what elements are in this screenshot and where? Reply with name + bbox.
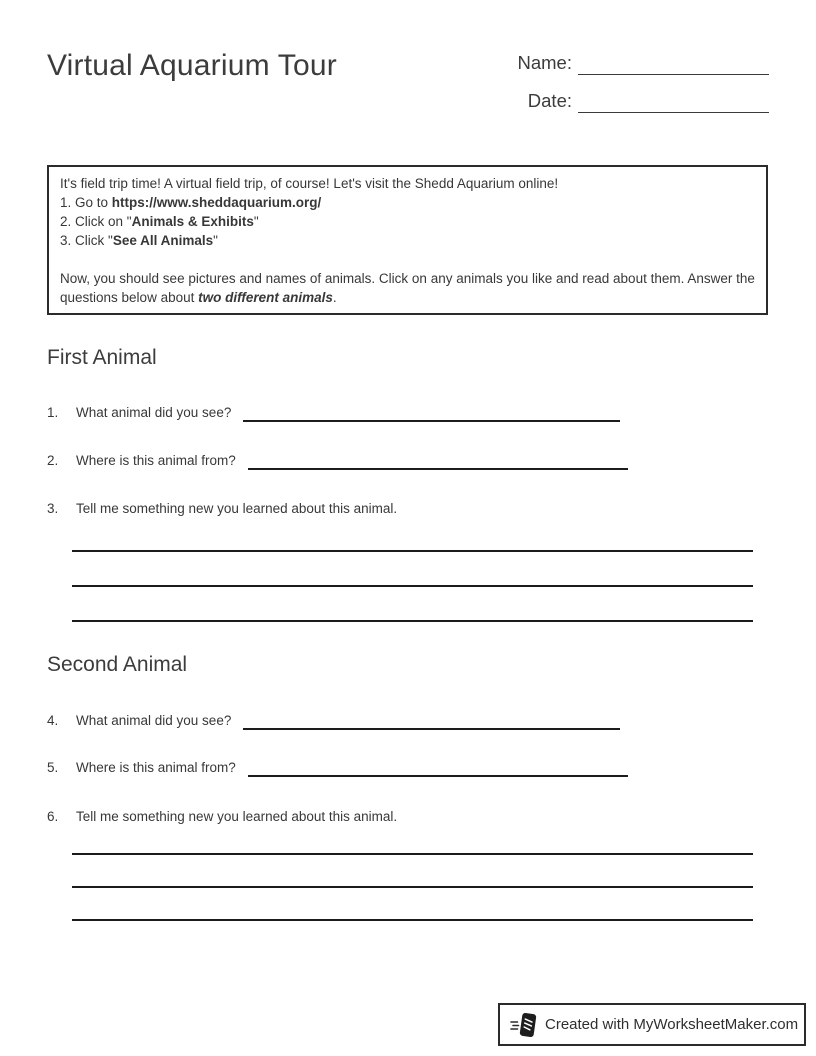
section-heading-second-animal: Second Animal <box>47 653 188 676</box>
question-row-3 <box>47 499 769 518</box>
footer-credit-box <box>498 1003 806 1046</box>
question-row-2 <box>47 451 769 470</box>
instruction-line: 1. Go to https://www.sheddaquarium.org/ <box>60 195 322 210</box>
writing-lines-first-animal <box>72 517 753 622</box>
footer-credit-text: Created with MyWorksheetMaker.com <box>545 1016 799 1033</box>
answer-line <box>243 403 620 422</box>
question-number: 3. <box>47 501 59 516</box>
answer-line <box>248 451 628 470</box>
date-field <box>528 88 769 113</box>
worksheet-logo-icon <box>509 1010 539 1040</box>
answer-line <box>243 711 620 730</box>
question-text: Tell me something new you learned about this animal. <box>76 501 398 516</box>
question-text: What animal did you see? <box>76 713 232 728</box>
writing-line <box>72 517 753 552</box>
page-title: Virtual Aquarium Tour <box>47 49 337 82</box>
instructions-box <box>47 165 768 315</box>
writing-line <box>72 888 753 921</box>
question-number: 2. <box>47 453 59 468</box>
instruction-line <box>60 250 755 269</box>
writing-line <box>72 552 753 587</box>
question-number: 6. <box>47 809 59 824</box>
name-field <box>518 50 770 75</box>
question-row-1 <box>47 403 769 422</box>
question-text: Tell me something new you learned about this animal. <box>76 809 398 824</box>
date-label: Date: <box>527 90 572 111</box>
question-number: 1. <box>47 405 59 420</box>
instruction-line: It's field trip time! A virtual field trip, of course! Let's visit the Shedd Aquarium online! <box>60 176 559 191</box>
question-text: Where is this animal from? <box>76 453 236 468</box>
question-number: 4. <box>47 713 59 728</box>
question-row-5 <box>47 758 769 777</box>
question-row-4 <box>47 711 769 730</box>
writing-line <box>72 822 753 855</box>
date-underline <box>578 88 769 113</box>
question-text: What animal did you see? <box>76 405 232 420</box>
question-text: Where is this animal from? <box>76 760 236 775</box>
name-underline <box>578 50 769 75</box>
writing-line <box>72 855 753 888</box>
instruction-line: 2. Click on "Animals & Exhibits" <box>60 214 259 229</box>
writing-lines-second-animal <box>72 822 753 921</box>
answer-line <box>248 758 628 777</box>
question-number: 5. <box>47 760 59 775</box>
instruction-line: 3. Click "See All Animals" <box>60 233 218 248</box>
section-heading-first-animal: First Animal <box>47 346 157 369</box>
instruction-line: Now, you should see pictures and names of animals. Click on any animals you like and read about them. Answer the questions below about two different animals. <box>60 271 755 305</box>
writing-line <box>72 587 753 622</box>
name-label: Name: <box>517 52 572 73</box>
